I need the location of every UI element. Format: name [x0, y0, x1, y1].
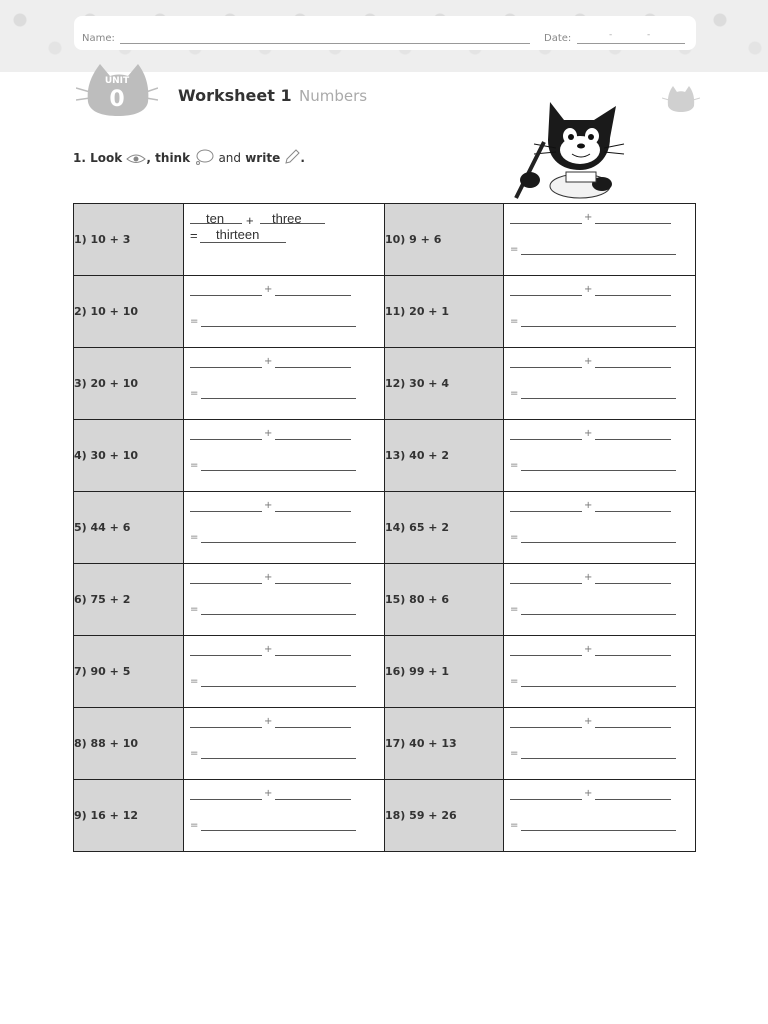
answer-line[interactable]	[510, 583, 582, 584]
table-row	[74, 492, 696, 564]
instruction-and: and	[218, 151, 242, 165]
date-field[interactable]	[577, 43, 685, 44]
plus-sign: +	[584, 500, 593, 511]
answer-cell[interactable]	[504, 276, 696, 348]
answer-line[interactable]	[521, 686, 676, 687]
answer-line[interactable]	[521, 326, 676, 327]
answer-cell[interactable]	[184, 348, 385, 420]
question-cell: 15) 80 + 6	[385, 564, 504, 636]
answer-line[interactable]	[510, 511, 582, 512]
equals-sign: =	[510, 532, 519, 543]
plus-sign: +	[584, 356, 593, 367]
equals-sign: =	[510, 676, 519, 687]
equals-sign: =	[190, 460, 199, 471]
date-separator: -	[609, 30, 613, 40]
equals-sign: =	[190, 676, 199, 687]
plus-sign: +	[264, 644, 273, 655]
answer-line[interactable]	[201, 686, 356, 687]
answer-line[interactable]	[595, 295, 671, 296]
question-cell: 12) 30 + 4	[385, 348, 504, 420]
answer-line[interactable]	[521, 830, 676, 831]
plus-sign: +	[584, 212, 593, 223]
instruction-write: write	[245, 151, 281, 165]
answer-line[interactable]	[201, 758, 356, 759]
answer-line[interactable]	[510, 727, 582, 728]
answer-line[interactable]	[275, 511, 351, 512]
table-row	[74, 204, 696, 276]
table-row	[74, 564, 696, 636]
table-row	[74, 276, 696, 348]
answer-cell[interactable]	[184, 636, 385, 708]
answer-cell[interactable]	[504, 420, 696, 492]
answer-line[interactable]	[521, 254, 676, 255]
answer-line[interactable]	[510, 223, 582, 224]
equals-sign: =	[190, 748, 199, 759]
question-cell: 14) 65 + 2	[385, 492, 504, 564]
answer-cell[interactable]	[184, 564, 385, 636]
equals-sign: =	[190, 532, 199, 543]
answer-line[interactable]	[510, 439, 582, 440]
question-cell: 18) 59 + 26	[385, 780, 504, 852]
pencil-icon	[284, 149, 300, 165]
answer-line[interactable]	[595, 583, 671, 584]
plus-sign: +	[584, 644, 593, 655]
answer-cell	[184, 204, 385, 276]
answer-cell[interactable]	[504, 636, 696, 708]
answer-cell[interactable]	[184, 276, 385, 348]
answer-cell[interactable]	[184, 708, 385, 780]
answer-line[interactable]	[275, 799, 351, 800]
answer-line[interactable]	[275, 583, 351, 584]
equals-sign: =	[510, 748, 519, 759]
equals-sign: =	[510, 604, 519, 615]
answer-cell[interactable]	[504, 492, 696, 564]
unit-number: 0	[109, 87, 125, 112]
plus-sign: +	[584, 788, 593, 799]
answer-line[interactable]	[595, 655, 671, 656]
question-cell: 16) 99 + 1	[385, 636, 504, 708]
plus-sign: +	[264, 284, 273, 295]
answer-line[interactable]	[190, 439, 262, 440]
exercise-rows	[74, 204, 696, 852]
example-first: ten	[206, 211, 225, 226]
date-separator: -	[647, 30, 651, 40]
answer-line[interactable]	[521, 470, 676, 471]
worksheet-title: Worksheet 1	[178, 86, 292, 105]
instruction-end: .	[300, 151, 305, 165]
plus-sign: +	[264, 716, 273, 727]
plus-sign: +	[584, 572, 593, 583]
answer-line[interactable]	[510, 799, 582, 800]
question-cell: 3) 20 + 10	[74, 348, 184, 420]
equals-sign: =	[510, 244, 519, 255]
question-cell: 6) 75 + 2	[74, 564, 184, 636]
worksheet-subtitle: Numbers	[299, 87, 368, 105]
answer-line[interactable]	[275, 367, 351, 368]
question-cell: 9) 16 + 12	[74, 780, 184, 852]
answer-line[interactable]	[201, 542, 356, 543]
answer-line[interactable]	[595, 439, 671, 440]
answer-line[interactable]	[510, 655, 582, 656]
table-row	[74, 420, 696, 492]
equals-sign: =	[510, 388, 519, 399]
question-cell: 2) 10 + 10	[74, 276, 184, 348]
question-cell: 1) 10 + 3	[74, 204, 184, 276]
question-cell: 13) 40 + 2	[385, 420, 504, 492]
answer-line[interactable]	[595, 799, 671, 800]
question-cell: 11) 20 + 1	[385, 276, 504, 348]
answer-line[interactable]	[190, 295, 262, 296]
name-field[interactable]	[120, 43, 530, 44]
answer-line[interactable]	[190, 799, 262, 800]
equals-sign: =	[510, 820, 519, 831]
plus-sign: +	[584, 428, 593, 439]
plus-sign: +	[584, 716, 593, 727]
equals-sign: =	[190, 388, 199, 399]
answer-cell[interactable]	[504, 708, 696, 780]
answer-line[interactable]	[595, 727, 671, 728]
table-row	[74, 348, 696, 420]
thought-bubble-icon	[194, 149, 214, 165]
answer-line	[200, 242, 286, 243]
answer-line[interactable]	[510, 367, 582, 368]
exercise-table	[73, 203, 696, 852]
answer-line[interactable]	[595, 223, 671, 224]
equals-sign: =	[510, 460, 519, 471]
answer-line[interactable]	[190, 367, 262, 368]
answer-line[interactable]	[521, 758, 676, 759]
equals-sign: =	[190, 820, 199, 831]
answer-line[interactable]	[190, 655, 262, 656]
answer-line[interactable]	[201, 326, 356, 327]
plus-sign: +	[584, 284, 593, 295]
answer-line[interactable]	[521, 614, 676, 615]
eye-icon	[126, 153, 146, 165]
name-label: Name:	[82, 33, 115, 44]
table-row	[74, 708, 696, 780]
plus-sign: +	[264, 572, 273, 583]
answer-line[interactable]	[510, 295, 582, 296]
answer-line[interactable]	[201, 614, 356, 615]
question-cell: 17) 40 + 13	[385, 708, 504, 780]
equals-sign: =	[510, 316, 519, 327]
answer-cell[interactable]	[184, 780, 385, 852]
example-second: three	[272, 211, 302, 226]
question-cell: 8) 88 + 10	[74, 708, 184, 780]
example-result: thirteen	[216, 227, 260, 242]
question-cell: 4) 30 + 10	[74, 420, 184, 492]
equals-sign: =	[190, 228, 198, 243]
unit-label: UNIT	[104, 76, 130, 86]
answer-cell[interactable]	[504, 348, 696, 420]
answer-line[interactable]	[190, 727, 262, 728]
equals-sign: =	[190, 604, 199, 615]
answer-line[interactable]	[190, 583, 262, 584]
answer-line[interactable]	[521, 542, 676, 543]
answer-line[interactable]	[201, 470, 356, 471]
answer-cell[interactable]	[184, 492, 385, 564]
answer-cell[interactable]	[504, 780, 696, 852]
plus-sign: +	[264, 356, 273, 367]
instruction-number: 1.	[73, 151, 86, 165]
answer-line[interactable]	[275, 439, 351, 440]
question-cell: 7) 90 + 5	[74, 636, 184, 708]
cat-mascot-illustration	[506, 98, 628, 206]
cat-icon	[662, 84, 700, 116]
question-cell: 10) 9 + 6	[385, 204, 504, 276]
answer-line[interactable]	[521, 398, 676, 399]
answer-line[interactable]	[201, 398, 356, 399]
table-row	[74, 780, 696, 852]
plus-sign: +	[264, 788, 273, 799]
answer-cell[interactable]	[504, 564, 696, 636]
answer-line[interactable]	[190, 511, 262, 512]
date-label: Date:	[544, 33, 572, 44]
answer-line[interactable]	[275, 727, 351, 728]
plus-sign: +	[264, 500, 273, 511]
answer-line[interactable]	[595, 511, 671, 512]
unit-badge	[76, 62, 158, 120]
answer-cell[interactable]	[504, 204, 696, 276]
answer-line[interactable]	[595, 367, 671, 368]
name-date-bar	[74, 16, 696, 50]
plus-sign: +	[246, 213, 254, 228]
answer-line[interactable]	[275, 295, 351, 296]
instruction-think: , think	[146, 151, 191, 165]
answer-cell[interactable]	[184, 420, 385, 492]
answer-line[interactable]	[201, 830, 356, 831]
equals-sign: =	[190, 316, 199, 327]
answer-line[interactable]	[275, 655, 351, 656]
instruction	[73, 149, 305, 165]
question-cell: 5) 44 + 6	[74, 492, 184, 564]
table-row	[74, 636, 696, 708]
plus-sign: +	[264, 428, 273, 439]
instruction-look: Look	[90, 151, 123, 165]
